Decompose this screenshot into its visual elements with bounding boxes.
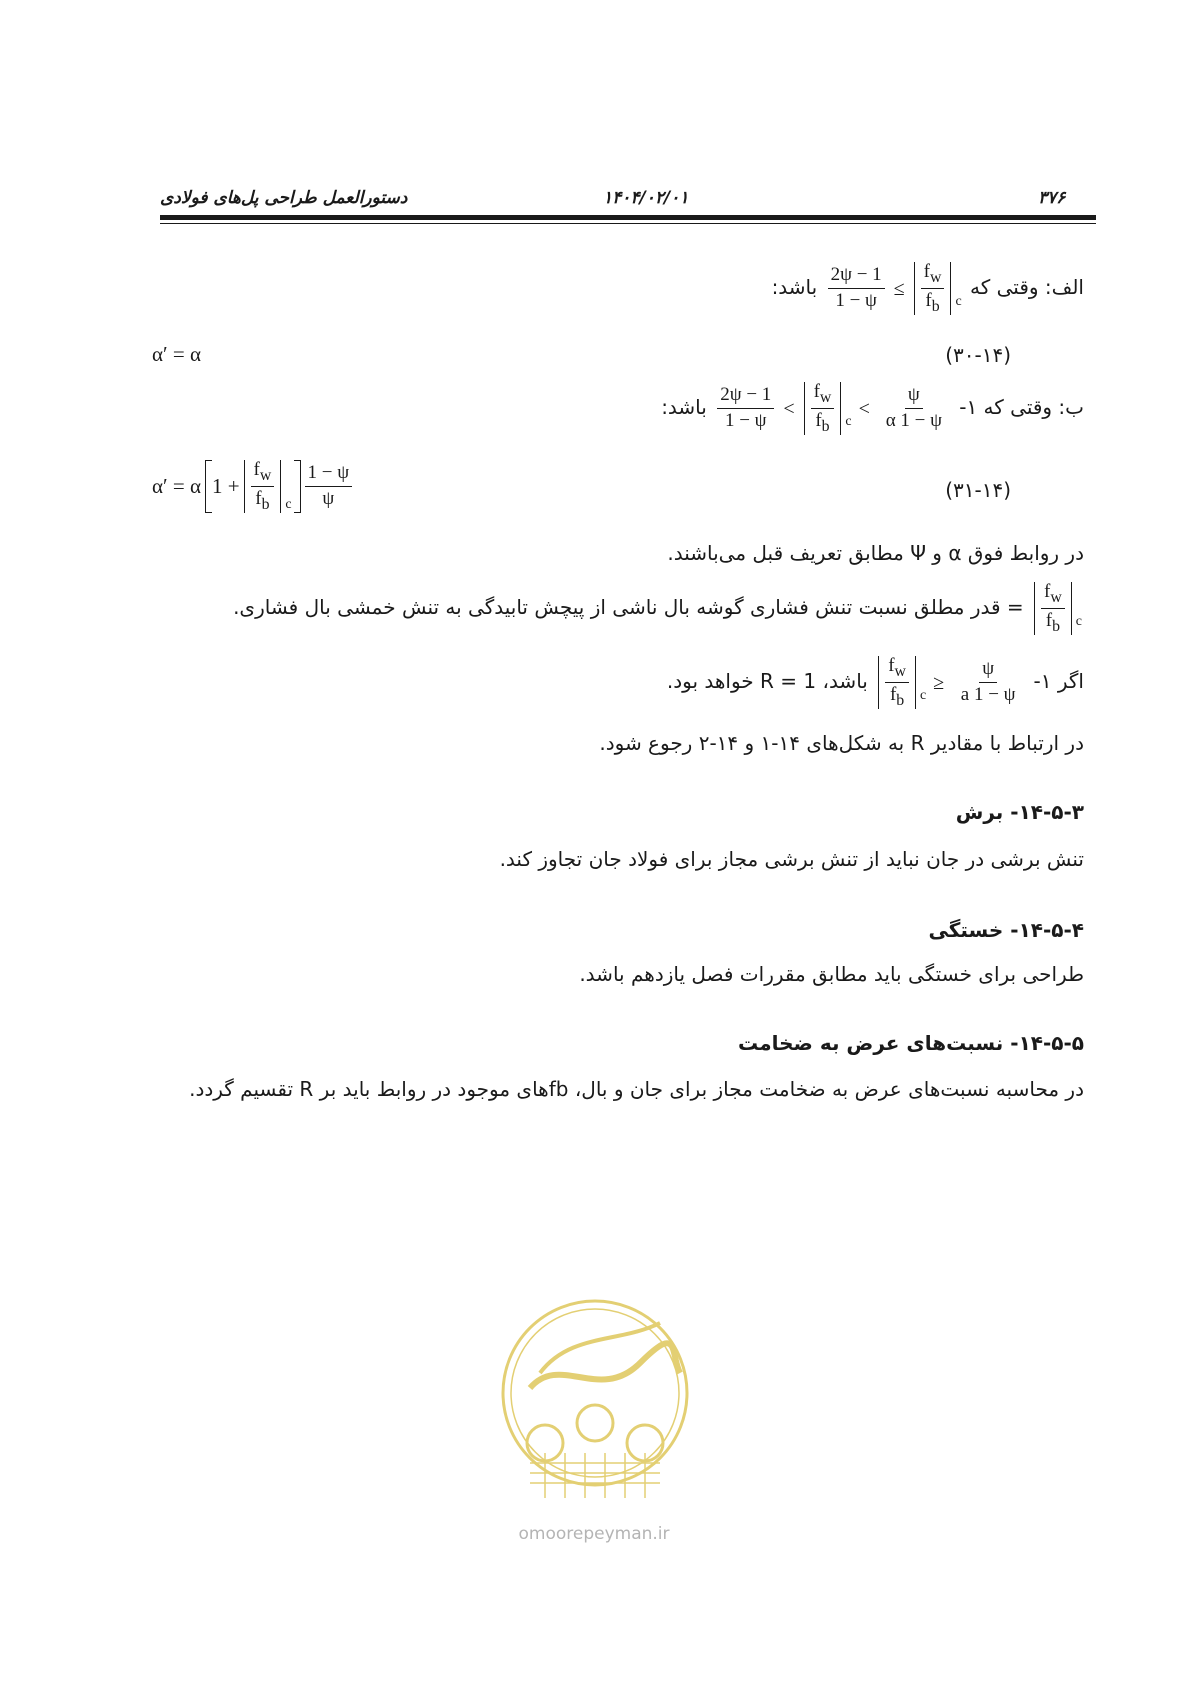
case-a-rel: ≤ bbox=[893, 277, 905, 300]
definition-line bbox=[233, 582, 1084, 635]
document-date: ۱۴۰۴/۰۲/۰۱ bbox=[603, 188, 689, 208]
abs-fw-fb-ratio: $\frac{f_w}{f_b}$ c bbox=[802, 382, 852, 435]
abs-fw-fb-ratio: $\frac{f_w}{f_b}$ c bbox=[912, 262, 962, 315]
eq30-formula: α′ = α bbox=[152, 342, 201, 366]
section-body-width-thickness: در محاسبه نسبت‌های عرض به ضخامت مجاز برای جان و بال، fbهای موجود در روابط باید بر R تقسیم گردد. bbox=[189, 1077, 1084, 1101]
case-a-frac-num: 2ψ − 1 bbox=[828, 265, 885, 289]
condition-suffix: باشد، R = 1 خواهد بود. bbox=[666, 669, 868, 694]
case-a-prefix: الف: وقتی که bbox=[970, 275, 1084, 300]
header-rule-thick bbox=[160, 215, 1096, 220]
eq31-number: (۳۱-۱۴) bbox=[945, 478, 1011, 502]
eq31-one-plus: 1 + bbox=[211, 474, 240, 499]
case-b-formula: $\frac{2\psi - 1}{1 - \psi}$ < $\frac{f_w}{f_b}$ c < $\frac{\psi}{\alpha 1 - \psi}$ bbox=[713, 382, 953, 435]
eq31-lhs: α′ = α bbox=[152, 474, 201, 499]
section-heading-width-thickness: ۱۴-۵-۵- نسبت‌های عرض به ضخامت bbox=[738, 1031, 1084, 1055]
section-heading-shear: ۱۴-۵-۳- برش bbox=[955, 800, 1084, 824]
case-b-frac2-num: 2ψ − 1 bbox=[717, 385, 774, 409]
eq31-formula bbox=[152, 460, 356, 513]
definition-text: = قدر مطلق نسبت تنش فشاری گوشه بال ناشی از پیچش تابیدگی به تنش خمشی بال فشاری. bbox=[233, 595, 1024, 620]
figures-reference: در ارتباط با مقادیر R به شکل‌های ۱۴-۱ و ۱۴-۲ رجوع شود. bbox=[599, 731, 1084, 755]
case-a-frac-den: 1 − ψ bbox=[835, 290, 877, 312]
case-b-frac1-den: α 1 − ψ bbox=[885, 410, 943, 432]
case-a-suffix: باشد: bbox=[771, 275, 818, 300]
case-a-line bbox=[772, 262, 1084, 315]
symbols-note: در روابط فوق α و Ψ مطابق تعریف قبل می‌باشند. bbox=[667, 541, 1084, 565]
header-rule-thin bbox=[160, 223, 1096, 224]
document-title: دستورالعمل طراحی پل‌های فولادی bbox=[160, 188, 408, 208]
section-heading-fatigue: ۱۴-۵-۴- خستگی bbox=[928, 918, 1084, 942]
case-b-line bbox=[661, 382, 1084, 435]
case-a-formula bbox=[824, 262, 964, 315]
section-body-fatigue: طراحی برای خستگی باید مطابق مقررات فصل یازدهم باشد. bbox=[579, 962, 1084, 986]
condition-line bbox=[667, 656, 1084, 709]
watermark-caption: omoorepeyman.ir bbox=[518, 1524, 670, 1544]
eq31-frac-num: 1 − ψ bbox=[305, 463, 353, 487]
page-number: ۳۷۶ bbox=[1038, 188, 1066, 208]
abs-fw-fb-ratio: $\frac{f_w}{f_b}$ c bbox=[242, 460, 292, 513]
eq30-number: (۳۰-۱۴) bbox=[945, 343, 1011, 367]
case-b-frac2-den: 1 − ψ bbox=[724, 410, 767, 432]
eq31-frac-den: ψ bbox=[322, 488, 335, 510]
condition-formula: $\frac{f_w}{f_b}$ c ≥ $\frac{\psi}{a 1 - \psi}$ bbox=[874, 656, 1027, 709]
case-b-suffix: باشد: bbox=[661, 395, 707, 420]
definition-ratio: $\frac{f_w}{f_b}$ c bbox=[1030, 582, 1084, 635]
watermark-seal-icon bbox=[500, 1293, 700, 1503]
condition-prefix: اگر ۱- bbox=[1033, 669, 1084, 694]
section-body-shear: تنش برشی در جان نباید از تنش برشی مجاز برای فولاد جان تجاوز کند. bbox=[499, 847, 1084, 871]
case-b-frac1-num: ψ bbox=[905, 385, 923, 409]
case-b-prefix: ب: وقتی که ۱- bbox=[959, 395, 1084, 420]
